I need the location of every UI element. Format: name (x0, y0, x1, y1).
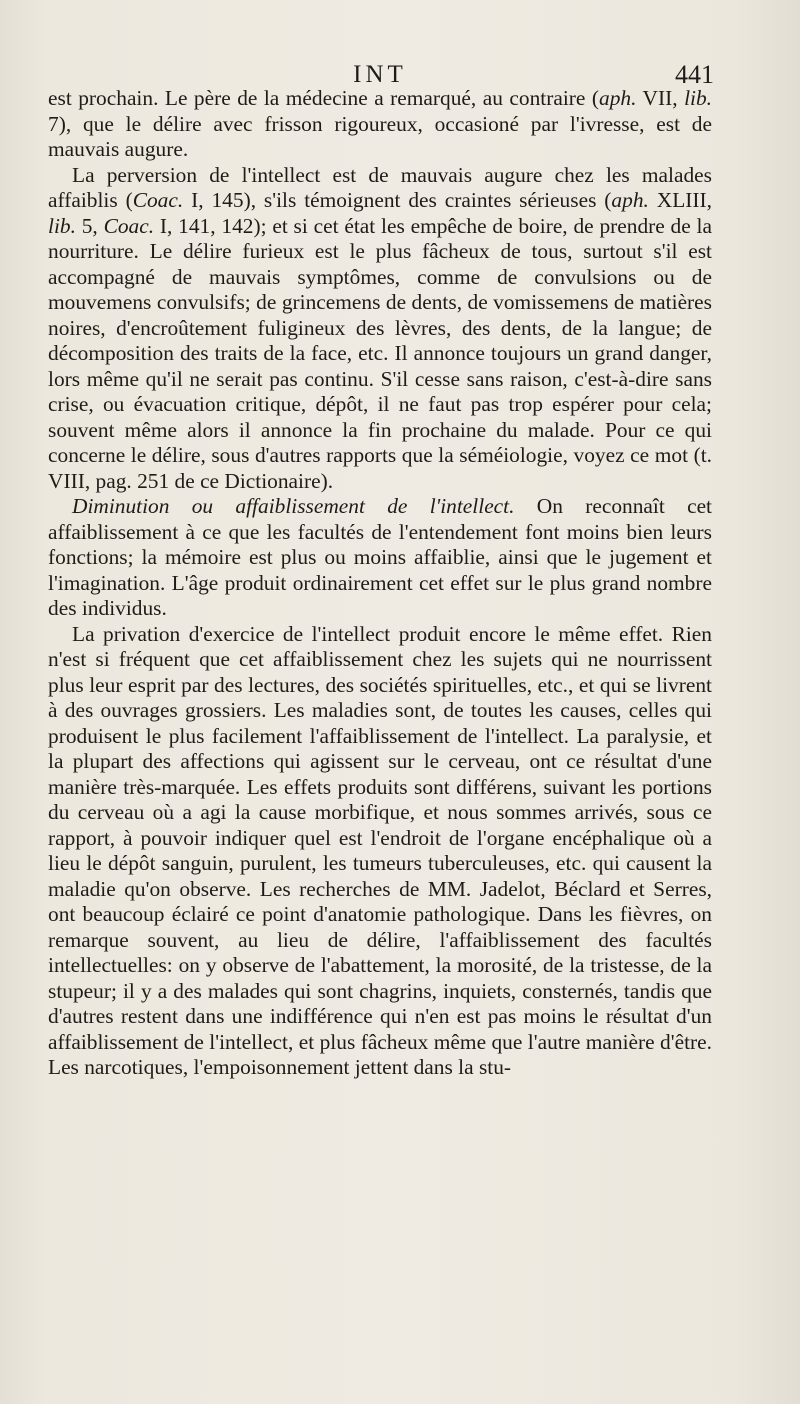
text-segment-italic: Coac. (132, 188, 184, 212)
text-segment: La perversion de l'intellect est de mauvais augure chez les malades affaiblis ( (48, 162, 712, 212)
running-head-title: INT (353, 61, 407, 88)
text-segment-italic: lib. (48, 213, 76, 238)
paragraph (48, 622, 712, 1081)
section-heading-italic: Diminution ou affaiblissement de l'intellect. (72, 494, 515, 518)
paragraph (48, 494, 712, 622)
body-text (48, 86, 712, 1081)
text-segment: I, 141, 142); et si cet état les empêche de boire, de prendre de la nourriture. Le délire furieux est le plus fâcheux de tous, surtout s'il est accompagné de mauvais symptômes, comme de convulsions ou de mouvemens convulsifs; de grincemens de dents, de vomissemens de matières noires, d'encroûtement fuligineux des lèvres, des dents, de la langue; de décomposition des traits de la face, etc. Il annonce toujours un grand danger, lors même qu'il ne serait pas continu. S'il cesse sans raison, c'est-à-dire sans crise, ou évacuation critique, dépôt, il ne faut pas trop espérer pour cela; souvent même alors il annonce la fin prochaine du malade. Pour ce qui concerne le délire, sous d'autres rapports que la séméiologie, voyez ce mot (t. VIII, pag. 251 de ce Dictionaire). (48, 213, 712, 493)
text-segment-italic: aph. (599, 86, 637, 110)
text-segment: 5, (75, 213, 104, 238)
text-segment: XLIII, (648, 188, 712, 212)
paragraph (48, 163, 712, 495)
text-segment-italic: aph. (611, 188, 649, 212)
text-segment: On reconnaît cet affaiblissement à ce que les facultés de l'entendement font moins bien leurs fonctions; la mémoire est plus ou moins affaiblie, ainsi que le jugement et l'imagination. L'âge produit ordinairement cet effet sur le plus grand nombre des individus. (48, 494, 713, 620)
text-segment-italic: lib. (684, 86, 712, 110)
paragraph (48, 86, 712, 163)
text-segment: La privation d'exercice de l'intellect produit encore le même effet. Rien n'est si fréquent que cet affaiblissement chez les sujets qui ne nourrissent plus leur esprit par des lectures, des sociétés spirituelles, etc., et qui se livrent à des ouvrages grossiers. Les maladies sont, de toutes les causes, celles qui produisent le plus facilement l'affaiblissement de l'intellect. La paralysie, et la plupart des affections qui agissent sur le cerveau, ont ce résultat d'une manière très-marquée. Les effets produits sont différens, suivant les portions du cerveau où a agi la cause morbifique, et nous sommes arrivés, sous ce rapport, à pouvoir indiquer quel est l'endroit de l'organe encéphalique où a lieu le dépôt sanguin, purulent, les tumeurs tuberculeuses, etc. qui causent la maladie qu'on observe. Les recherches de MM. Jadelot, Béclard et Serres, ont beaucoup éclairé ce point d'anatomie pathologique. Dans les fièvres, on remarque souvent, au lieu de délire, l'affaiblissement des facultés intellectuelles: on y observe de l'abattement, la morosité, de la tristesse, de la stupeur; il y a des malades qui sont chagrins, inquiets, consternés, tandis que d'autres restent dans une indifférence qui n'en est pas moins le résultat d'un affaiblissement de l'intellect, et plus fâcheux même que l'autre manière d'être. Les narcotiques, l'empoisonnement jettent dans la stu- (48, 621, 712, 1079)
text-segment-italic: Coac. (103, 213, 155, 238)
text-segment: I, 145), s'ils témoignent des craintes sérieuses ( (183, 188, 612, 212)
page-number: 441 (675, 60, 714, 89)
text-segment: est prochain. Le père de la médecine a remarqué, au contraire ( (48, 86, 600, 110)
text-segment: 7), que le délire avec frisson rigoureux, occasioné par l'ivresse, est de mauvais augure. (48, 111, 712, 161)
text-segment: VII, (636, 86, 685, 110)
